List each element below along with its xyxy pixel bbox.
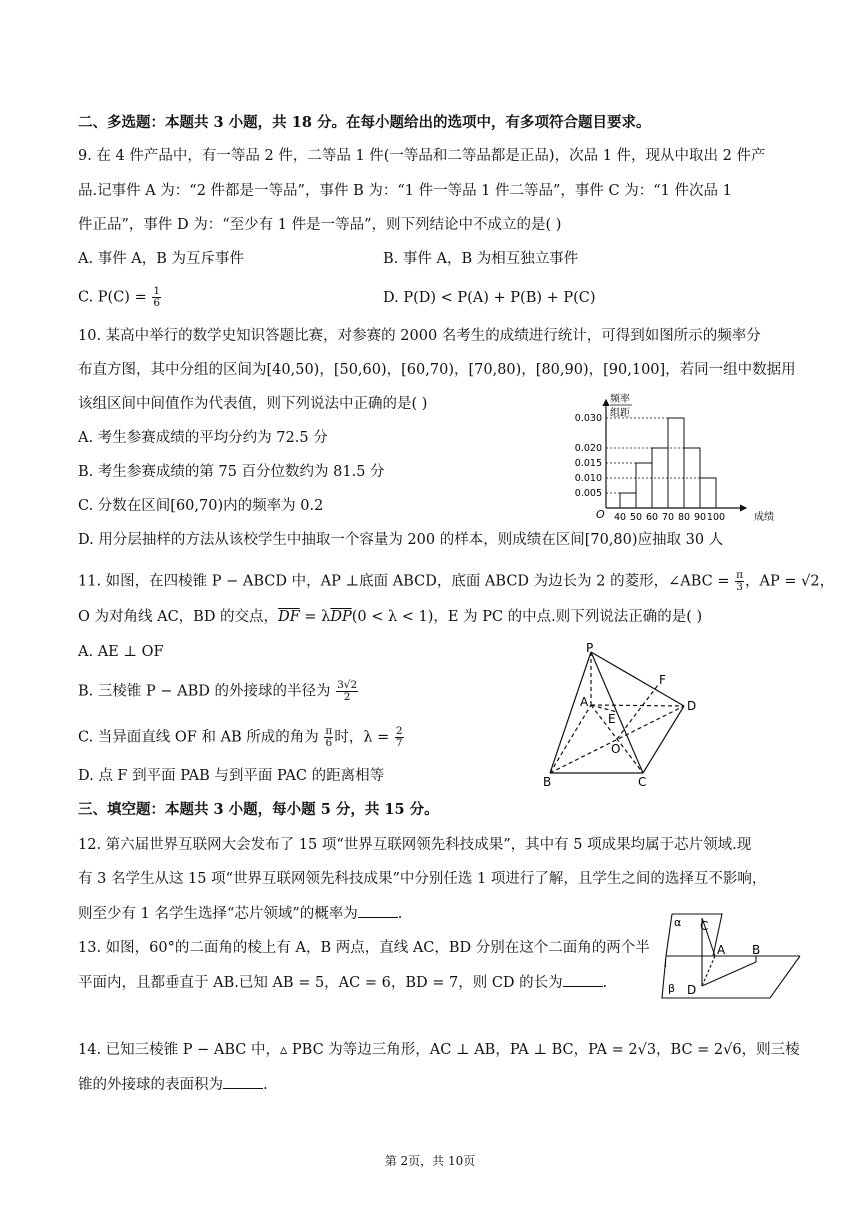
y-tick-label-4: 0.030 [574, 413, 602, 424]
q11-line1-text: 11. 如图，在四棱锥 P − ABCD 中，AP ⊥底面 ABCD，底面 ABCD 为边长为 2 的菱形，∠ABC = [78, 573, 730, 590]
q9-option-c-text: C. P(C) = [78, 289, 147, 306]
q11-option-c [78, 726, 405, 749]
q12-line2: 有 3 名学生从这 15 项“世界互联网领先科技成果”中分别任选 1 项进行了解，且学生之间的选择互不影响， [78, 871, 767, 887]
vector-df: $\overline{DF}$ [278, 609, 300, 625]
fraction: $\frac{\pi}{3}$ [736, 569, 744, 593]
bar-5 [700, 478, 716, 508]
origin-label: O [596, 508, 605, 521]
x-tick-label-4: 80 [677, 512, 691, 523]
fraction: $\frac{3√2}{2}$ [337, 679, 358, 703]
label-o: O [611, 742, 621, 756]
label-a: A [580, 695, 589, 709]
y-tick-label-1: 0.010 [574, 473, 602, 484]
label-a: A [717, 943, 726, 957]
x-tick-label-5: 90 [693, 512, 707, 523]
q13-line1: 13. 如图，60°的二面角的棱上有 A，B 两点，直线 AC，BD 分别在这个二面角的两个半 [78, 940, 650, 956]
q12-line3: 则至少有 1 名学生选择“芯片领域”的概率为 . [78, 903, 402, 924]
q11-line2-text: O 为对角线 AC，BD 的交点， [78, 609, 279, 625]
label-c: C [638, 775, 647, 789]
q10-option-d: D. 用分层抽样的方法从该校学生中抽取一个容量为 200 的样本，则成绩在区间[70,80)应抽取 30 人 [78, 532, 724, 548]
y-axis-label-top: 频率 [610, 394, 630, 405]
label-p: P [586, 641, 594, 655]
q9-line1: 9. 在 4 件产品中，有一等品 2 件，二等品 1 件(一等品和二等品都是正品)，次品 1 件，现从中取出 2 件产 [78, 148, 766, 164]
label-d: D [687, 983, 697, 997]
q9-line2: 品.记事件 A 为：“2 件都是一等品”，事件 B 为：“1 件一等品 1 件二等品”，事件 C 为：“1 件次品 1 [78, 183, 732, 199]
q10-line1: 10. 某高中举行的数学史知识答题比赛，对参赛的 2000 名考生的成绩进行统计，可得到如图所示的频率分 [78, 328, 761, 344]
fraction: $\frac{\pi}{6}$ [325, 725, 333, 749]
q11-option-c-text: C. 当异面直线 OF 和 AB 所成的角为 [78, 729, 319, 746]
q9-option-d: D. P(D) < P(A) + P(B) + P(C) [383, 290, 596, 306]
bar-1 [636, 463, 652, 508]
x-tick-label-2: 60 [645, 512, 659, 523]
answer-blank [358, 903, 398, 918]
q11-option-c-mid: 时，λ = [334, 729, 390, 746]
q11-option-a: A. AE ⊥ OF [78, 644, 164, 660]
label-c: C [700, 919, 709, 933]
q11-option-b-text: B. 三棱锥 P − ABD 的外接球的半径为 [78, 683, 331, 700]
label-beta: β [668, 982, 676, 995]
q12-line3-text: 则至少有 1 名学生选择“芯片领域”的概率为 [78, 906, 358, 922]
label-b: B [543, 775, 552, 789]
x-tick-label-3: 70 [661, 512, 675, 523]
q11-option-b [78, 680, 359, 703]
pyramid-figure [538, 640, 713, 790]
q9-option-b: B. 事件 A，B 为相互独立事件 [383, 251, 579, 267]
bar-3 [668, 418, 684, 508]
q10-option-c: C. 分数在区间[60,70)内的频率为 0.2 [78, 498, 324, 514]
page-footer: 第 2页，共 10页 [384, 1154, 476, 1168]
section-title-fill-in: 三、填空题：本题共 3 小题，每小题 5 分，共 15 分。 [78, 801, 439, 818]
y-axis-label-bottom: 组距 [610, 408, 630, 419]
fraction: $\frac{1}{6}$ [153, 285, 161, 309]
q13-line2: 平面内，且都垂直于 AB.已知 AB = 5，AC = 6，BD = 7，则 CD 的长为 . [78, 972, 607, 993]
y-tick-label-2: 0.015 [574, 458, 602, 469]
label-d: D [687, 699, 697, 713]
fraction: $\frac{2}{7}$ [395, 725, 403, 749]
q11-line1 [78, 570, 834, 593]
section-title-multiple-choice: 二、多选题：本题共 3 小题，共 18 分。在每小题给出的选项中，有多项符合题目要求。 [78, 114, 651, 131]
frequency-histogram [558, 392, 774, 527]
q14-line2-text: 锥的外接球的表面积为 [78, 1077, 223, 1093]
q9-line3: 件正品”，事件 D 为：“至少有 1 件是一等品”，则下列结论中不成立的是( ) [78, 217, 562, 233]
y-tick-label-0: 0.005 [574, 488, 602, 499]
label-alpha: α [674, 916, 682, 929]
label-l: l [664, 957, 668, 970]
bar-0 [620, 493, 636, 508]
x-axis-label: 成绩 [754, 512, 774, 523]
q13-line2-text: 平面内，且都垂直于 AB.已知 AB = 5，AC = 6，BD = 7，则 CD 的长为 [78, 975, 563, 991]
label-e: E [608, 712, 616, 726]
x-tick-label-1: 50 [629, 512, 643, 523]
q9-option-c [78, 286, 162, 309]
q11-line2 [78, 607, 702, 627]
y-tick-label-3: 0.020 [574, 443, 602, 454]
q12-line1: 12. 第六届世界互联网大会发布了 15 项“世界互联网领先科技成果”，其中有 5 项成果均属于芯片领域.现 [78, 837, 752, 853]
q10-option-a: A. 考生参赛成绩的平均分约为 72.5 分 [78, 430, 328, 446]
answer-blank [223, 1074, 263, 1089]
x-tick-label-0: 40 [613, 512, 627, 523]
q11-option-d: D. 点 F 到平面 PAB 与到平面 PAC 的距离相等 [78, 768, 385, 784]
q14-line1: 14. 已知三棱锥 P − ABC 中，▵ PBC 为等边三角形，AC ⊥ AB，PA ⊥ BC，PA = 2√3，BC = 2√6，则三棱 [78, 1042, 800, 1058]
label-b: B [752, 943, 761, 957]
q10-line2: 布直方图，其中分组的区间为[40,50)，[50,60)，[60,70)，[70,80)，[80,90)，[90,100]，若同一组中数据用 [78, 362, 796, 378]
x-tick-label-6: 100 [706, 512, 726, 523]
answer-blank [563, 972, 603, 987]
q11-line2-mid: = λ [299, 609, 331, 625]
q10-line3: 该组区间中间值作为代表值，则下列说法中正确的是( ) [78, 396, 428, 412]
vector-dp: $\overline{DP}$ [330, 609, 352, 625]
q14-line2: 锥的外接球的表面积为 . [78, 1074, 268, 1095]
q9-option-a: A. 事件 A，B 为互斥事件 [78, 251, 245, 267]
dihedral-angle-figure [660, 910, 810, 1005]
q11-line1-post: ，AP = √2， [745, 573, 835, 590]
label-f: F [659, 673, 666, 687]
q11-line2-post: (0 < λ < 1)，E 为 PC 的中点.则下列说法正确的是( ) [351, 609, 703, 625]
q10-option-b: B. 考生参赛成绩的第 75 百分位数约为 81.5 分 [78, 464, 385, 480]
